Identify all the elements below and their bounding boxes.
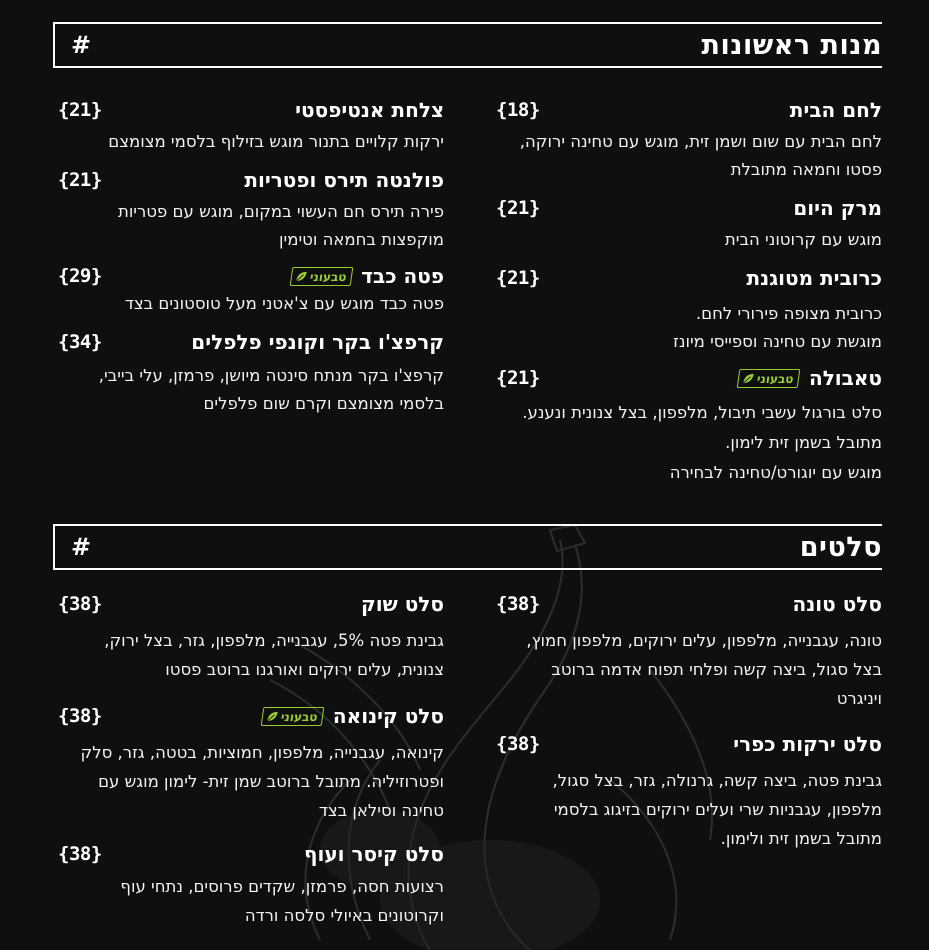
item-description [58,128,444,156]
item-description [496,226,882,254]
menu-item [496,194,882,254]
menu-item [58,328,444,418]
menu-item [496,590,882,713]
item-name: מרק היום [793,196,882,220]
item-name: טאבולה [808,366,882,390]
item-name: סלט קיסר ועוף [304,842,444,866]
item-name: קרפצ'ו בקר וקונפי פלפלים [191,330,444,354]
item-description [58,198,444,254]
description-line: פסטו וחמאה מתובלת [730,160,882,179]
description-line: קרפצ'ו בקר מנתח סינטה מיושן, פרמזן, עלי בייבי, [98,366,444,385]
item-name: לחם הבית [789,98,882,122]
description-line: מוגש עם קרוטוני הבית [724,230,882,249]
section-hash: # [71,533,92,561]
description-line: טחינה וסילאן בצד [318,801,444,820]
menu-item [496,96,882,184]
item-price: {21} [58,99,102,121]
item-price: {21} [496,267,540,289]
menu-item [58,590,444,684]
item-name: צלחת אנטיפסטי [295,98,444,122]
item-price: {21} [496,367,540,389]
menu-item [58,166,444,254]
item-price: {38} [58,593,102,615]
description-line: וקרוטונים באיולי סלסה ורדה [244,906,444,925]
description-line: ירקות קלויים בתנור מוגש בזילוף בלסמי מצומצם [108,132,444,151]
item-description [496,626,882,713]
item-price: {38} [58,843,102,865]
item-description [58,626,444,684]
item-name: פולנטה תירס ופטריות [244,168,444,192]
item-description [58,738,444,825]
description-line: גבינת פטה, ביצה קשה, גרנולה, גזר, בצל סגול, [552,771,882,790]
item-name: סלט טונה [792,592,882,616]
vegan-badge-label: טבעוני [756,371,795,385]
item-price: {38} [496,733,540,755]
description-line: כרובית מצופה פירורי לחם. [695,304,882,323]
item-name: פטה כבד [361,264,444,288]
menu-item [58,702,444,825]
section-header-starters [53,22,882,68]
vegan-badge [737,369,800,388]
description-line: בצל סגול, ביצה קשה ופלחי תפוח אדמה ברוטב [551,660,882,679]
item-name: כרובית מטוגנת [746,266,882,290]
vegan-badge-label: טבעוני [308,269,348,283]
description-line: גבינת פטה 5%, עגבנייה, מלפפון, גזר, בצל ירוק, [104,631,444,650]
item-price: {18} [496,99,540,121]
menu-item [496,364,882,488]
description-line: רצועות חסה, פרמזן, שקדים פרוסים, נתחי עוף [120,877,444,896]
description-line: מוקפצות בחמאה וטימין [279,230,444,249]
item-name: סלט קינואה [332,704,444,728]
vegan-badge [261,707,324,726]
item-description [496,300,882,356]
description-line: טונה, עגבנייה, מלפפון, עלים ירוקים, מלפפון חמוץ, [526,631,882,650]
item-price: {29} [58,265,102,287]
description-line: מוגש עם יוגורט/טחינה לבחירה [669,463,882,482]
item-name: סלט ירקות כפרי [733,732,882,756]
menu-item [58,96,444,156]
description-line: מלפפון, עגבניות שרי ועלים ירוקים בזיגוג בלסמי [553,800,882,819]
section-hash: # [71,31,92,59]
item-description [496,128,882,184]
menu-item [496,730,882,853]
description-line: מתובל בשמן זית ולימון. [720,829,882,848]
description-line: פירה תירס חם העשוי במקום, מוגש עם פטריות [117,202,444,221]
item-price: {38} [496,593,540,615]
description-line: ויניגרט [836,689,882,708]
menu-item [58,840,444,930]
menu-item [58,262,444,318]
leaf-icon [743,373,756,384]
item-price: {38} [58,705,102,727]
description-line: בלסמי מצומצם וקרם שום פלפלים [203,394,444,413]
item-description [58,872,444,930]
item-description [58,362,444,418]
description-line: צנונית, עלים ירוקים ואורגנו ברוטב פסטו [165,660,444,679]
description-line: לחם הבית עם שום ושמן זית, מוגש עם טחינה ירוקה, [519,132,882,151]
item-description [496,398,882,488]
description-line: קינואה, עגבנייה, מלפפון, חמוציות, בטטה, גזר, סלק [80,743,444,762]
item-price: {34} [58,331,102,353]
item-price: {21} [58,169,102,191]
description-line: סלט בורגול עשבי תיבול, מלפפון, בצל צנונית ונענע. [522,403,882,422]
item-price: {21} [496,197,540,219]
item-description [496,766,882,853]
description-line: מוגשת עם טחינה וספייסי מיונז [673,332,882,351]
leaf-icon [267,711,280,722]
leaf-icon [295,271,308,282]
section-header-salads [53,524,882,570]
item-name: סלט שוק [361,592,444,616]
item-description [58,290,444,318]
vegan-badge-label: טבעוני [280,709,319,723]
section-title: סלטים [799,531,882,563]
vegan-badge [289,267,352,286]
description-line: ופטרוזיליה. מתובל ברוטב שמן זית- לימון מוגש עם [98,772,444,791]
section-title: מנות ראשונות [701,29,882,61]
menu-item [496,264,882,356]
description-line: מתובל בשמן זית לימון. [725,433,882,452]
description-line: פטה כבד מוגש עם צ'אטני מעל טוסטונים בצד [124,294,444,313]
